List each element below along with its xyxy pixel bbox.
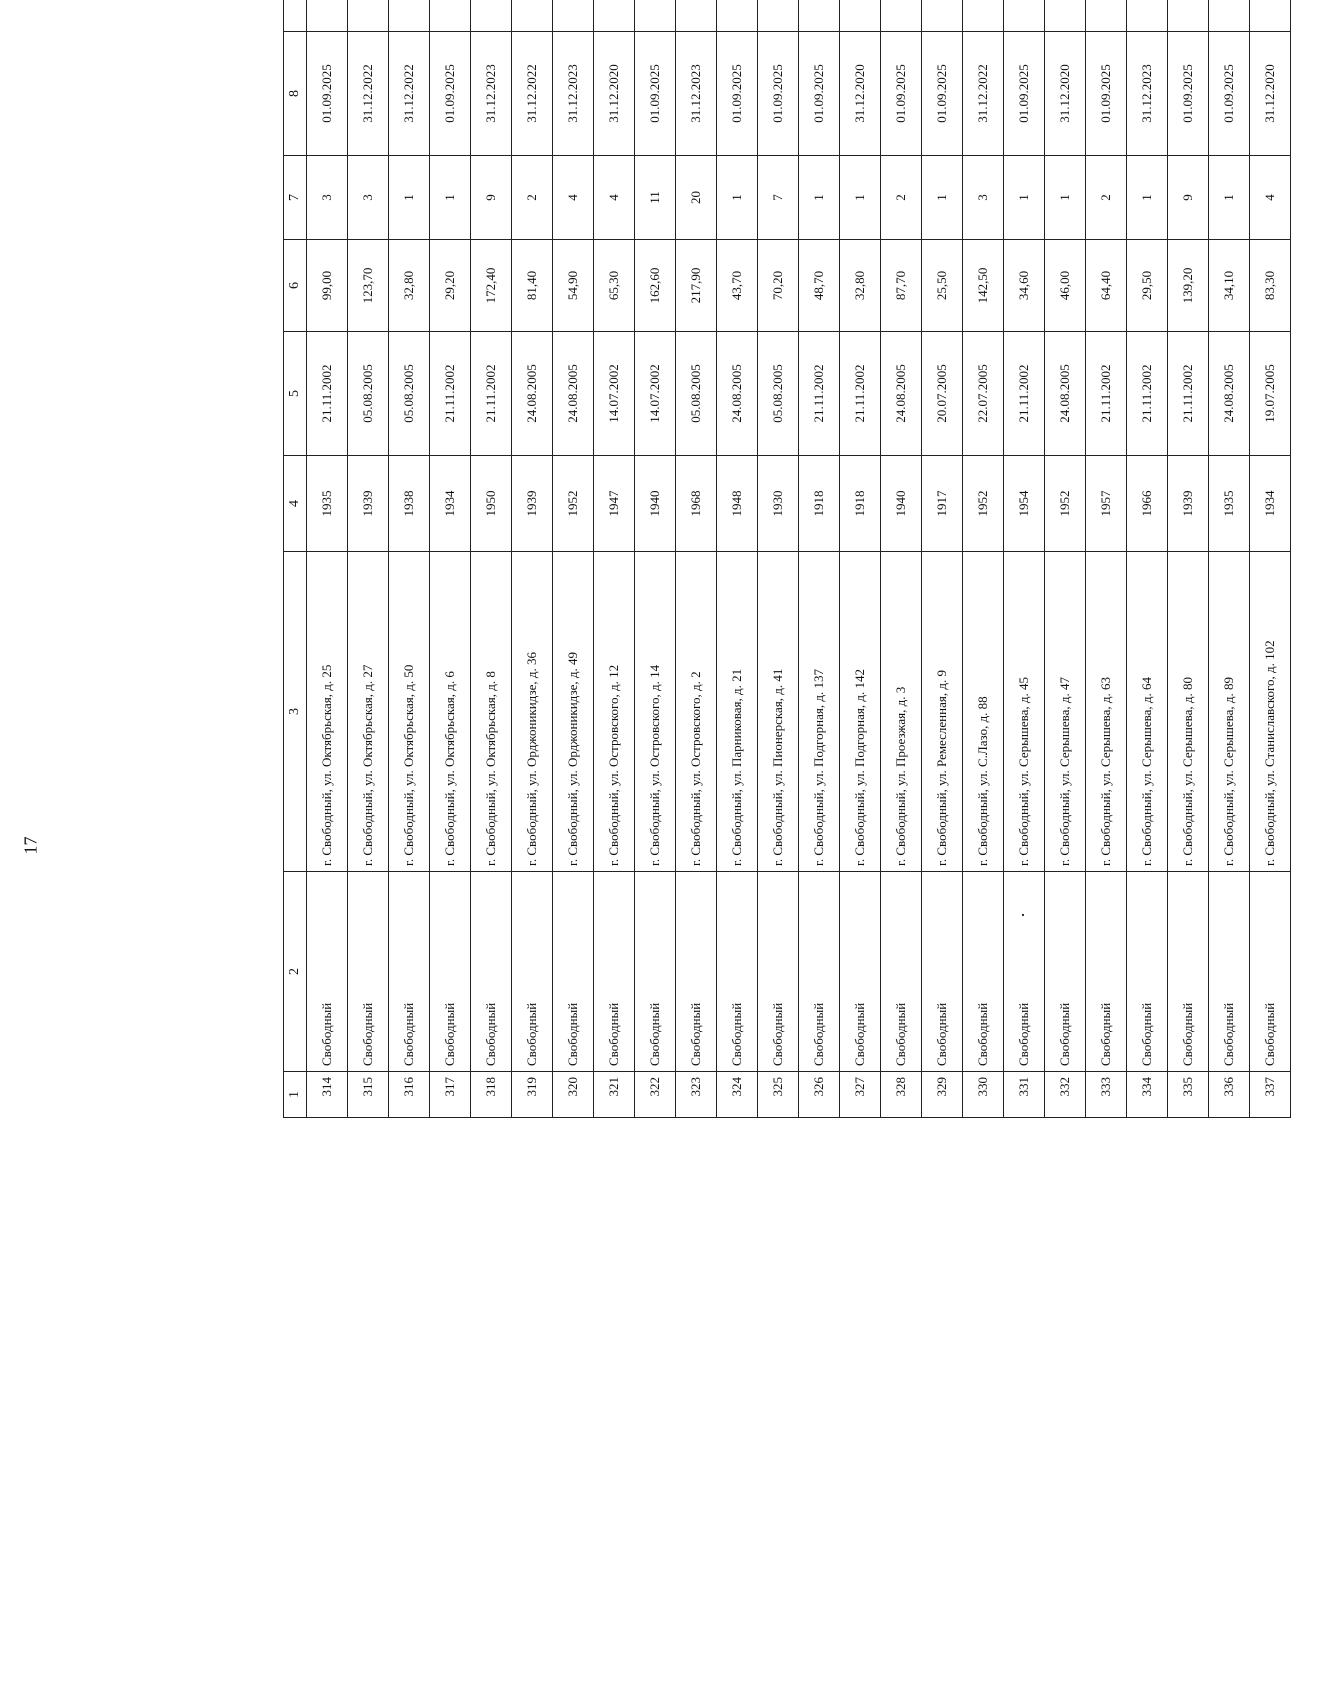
table-row xyxy=(307,0,348,1118)
deadline-cell: 31.12.2022 xyxy=(389,32,430,156)
land-area-cell xyxy=(840,0,881,32)
locality-cell: Свободный xyxy=(963,872,1004,1072)
land-area-cell xyxy=(553,0,594,32)
area-cell: 81,40 xyxy=(512,240,553,332)
area-cell: 83,30 xyxy=(1250,240,1291,332)
locality-cell: Свободный xyxy=(799,872,840,1072)
locality-cell: Свободный xyxy=(881,872,922,1072)
recognition-date-cell: 21.11.2002 xyxy=(1127,332,1168,456)
row-number-cell: 324 xyxy=(717,1072,758,1118)
deadline-cell: 31.12.2020 xyxy=(840,32,881,156)
year-built-cell: 1948 xyxy=(717,456,758,552)
deadline-cell: 01.09.2025 xyxy=(922,32,963,156)
area-cell: 64,40 xyxy=(1086,240,1127,332)
table-row xyxy=(348,0,389,1118)
year-built-cell: 1935 xyxy=(307,456,348,552)
area-cell: 172,40 xyxy=(471,240,512,332)
recognition-date-cell: 24.08.2005 xyxy=(1209,332,1250,456)
address-cell: г. Свободный, ул. Серышева, д. 89 xyxy=(1209,552,1250,872)
year-built-cell: 1934 xyxy=(430,456,471,552)
address-cell: г. Свободный, ул. Островского, д. 12 xyxy=(594,552,635,872)
address-cell: г. Свободный, ул. Октябрьская, д. 25 xyxy=(307,552,348,872)
row-number-cell: 336 xyxy=(1209,1072,1250,1118)
locality-cell: Свободный xyxy=(1250,872,1291,1072)
row-number-cell: 317 xyxy=(430,1072,471,1118)
address-cell: г. Свободный, ул. Подгорная, д. 137 xyxy=(799,552,840,872)
recognition-date-cell: 21.11.2002 xyxy=(1168,332,1209,456)
locality-cell: Свободный xyxy=(1004,872,1045,1072)
address-cell: г. Свободный, ул. Серышева, д. 80 xyxy=(1168,552,1209,872)
year-built-cell: 1940 xyxy=(635,456,676,552)
address-cell: г. Свободный, ул. Октябрьская, д. 50 xyxy=(389,552,430,872)
address-cell: г. Свободный, ул. Островского, д. 2 xyxy=(676,552,717,872)
row-number-cell: 335 xyxy=(1168,1072,1209,1118)
address-cell: г. Свободный, ул. Серышева, д. 64 xyxy=(1127,552,1168,872)
row-number-cell: 331 xyxy=(1004,1072,1045,1118)
row-number-cell: 329 xyxy=(922,1072,963,1118)
table-row xyxy=(1250,0,1291,1118)
area-cell: 32,80 xyxy=(389,240,430,332)
recognition-date-cell: 19.07.2005 xyxy=(1250,332,1291,456)
area-cell: 123,70 xyxy=(348,240,389,332)
column-number-header xyxy=(284,0,307,32)
residents-cell: 1 xyxy=(1045,156,1086,240)
area-cell: 65,30 xyxy=(594,240,635,332)
recognition-date-cell: 21.11.2002 xyxy=(1004,332,1045,456)
land-area-cell xyxy=(389,0,430,32)
row-number-cell: 325 xyxy=(758,1072,799,1118)
area-cell: 217,90 xyxy=(676,240,717,332)
residents-cell: 3 xyxy=(963,156,1004,240)
deadline-cell: 31.12.2022 xyxy=(512,32,553,156)
area-cell: 70,20 xyxy=(758,240,799,332)
residents-cell: 4 xyxy=(1250,156,1291,240)
table-row xyxy=(758,0,799,1118)
residents-cell: 3 xyxy=(307,156,348,240)
recognition-date-cell: 24.08.2005 xyxy=(717,332,758,456)
column-number-header: 3 xyxy=(284,552,307,872)
table-row xyxy=(1086,0,1127,1118)
land-area-cell xyxy=(922,0,963,32)
table-row xyxy=(512,0,553,1118)
land-area-cell xyxy=(758,0,799,32)
recognition-date-cell: 21.11.2002 xyxy=(1086,332,1127,456)
year-built-cell: 1939 xyxy=(512,456,553,552)
residents-cell: 1 xyxy=(1209,156,1250,240)
recognition-date-cell: 24.08.2005 xyxy=(1045,332,1086,456)
table-row xyxy=(430,0,471,1118)
address-cell: г. Свободный, ул. Станиславского, д. 102 xyxy=(1250,552,1291,872)
recognition-date-cell: 14.07.2002 xyxy=(594,332,635,456)
address-cell: г. Свободный, ул. Подгорная, д. 142 xyxy=(840,552,881,872)
land-area-cell xyxy=(963,0,1004,32)
year-built-cell: 1918 xyxy=(840,456,881,552)
row-number-cell: 337 xyxy=(1250,1072,1291,1118)
deadline-cell: 01.09.2025 xyxy=(1209,32,1250,156)
land-area-cell xyxy=(1127,0,1168,32)
year-built-cell: 1952 xyxy=(553,456,594,552)
land-area-cell xyxy=(676,0,717,32)
residents-cell: 1 xyxy=(389,156,430,240)
deadline-cell: 01.09.2025 xyxy=(1086,32,1127,156)
recognition-date-cell: 21.11.2002 xyxy=(840,332,881,456)
area-cell: 142,50 xyxy=(963,240,1004,332)
locality-cell: Свободный xyxy=(512,872,553,1072)
year-built-cell: 1938 xyxy=(389,456,430,552)
locality-cell: Свободный xyxy=(717,872,758,1072)
land-area-cell xyxy=(1086,0,1127,32)
row-number-cell: 322 xyxy=(635,1072,676,1118)
table-row xyxy=(717,0,758,1118)
locality-cell: Свободный xyxy=(307,872,348,1072)
row-number-cell: 320 xyxy=(553,1072,594,1118)
locality-cell: Свободный xyxy=(1045,872,1086,1072)
deadline-cell: 01.09.2025 xyxy=(717,32,758,156)
area-cell: 54,90 xyxy=(553,240,594,332)
deadline-cell: 31.12.2020 xyxy=(594,32,635,156)
area-cell: 32,80 xyxy=(840,240,881,332)
area-cell: 99,00 xyxy=(307,240,348,332)
residents-cell: 4 xyxy=(553,156,594,240)
address-cell: г. Свободный, ул. Октябрьская, д. 8 xyxy=(471,552,512,872)
recognition-date-cell: 14.07.2002 xyxy=(635,332,676,456)
column-number-header: 2 xyxy=(284,872,307,1072)
recognition-date-cell: 21.11.2002 xyxy=(430,332,471,456)
residents-cell: 1 xyxy=(922,156,963,240)
locality-cell: Свободный xyxy=(922,872,963,1072)
table-row xyxy=(1209,0,1250,1118)
deadline-cell: 31.12.2022 xyxy=(348,32,389,156)
residents-cell: 9 xyxy=(1168,156,1209,240)
table-row xyxy=(676,0,717,1118)
locality-cell: Свободный xyxy=(840,872,881,1072)
year-built-cell: 1918 xyxy=(799,456,840,552)
table-row xyxy=(1127,0,1168,1118)
table-row xyxy=(594,0,635,1118)
deadline-cell: 01.09.2025 xyxy=(430,32,471,156)
table-row xyxy=(1004,0,1045,1118)
residents-cell: 4 xyxy=(594,156,635,240)
row-number-cell: 328 xyxy=(881,1072,922,1118)
residents-cell: 1 xyxy=(1127,156,1168,240)
deadline-cell: 01.09.2025 xyxy=(1168,32,1209,156)
column-number-header: 5 xyxy=(284,332,307,456)
column-number-row xyxy=(284,0,307,1118)
page-number: 17 xyxy=(20,836,41,855)
residents-cell: 11 xyxy=(635,156,676,240)
row-number-cell: 321 xyxy=(594,1072,635,1118)
area-cell: 139,20 xyxy=(1168,240,1209,332)
locality-cell: Свободный xyxy=(389,872,430,1072)
row-number-cell: 334 xyxy=(1127,1072,1168,1118)
table-row xyxy=(1045,0,1086,1118)
locality-cell: Свободный xyxy=(758,872,799,1072)
area-cell: 29,50 xyxy=(1127,240,1168,332)
area-cell: 87,70 xyxy=(881,240,922,332)
year-built-cell: 1939 xyxy=(1168,456,1209,552)
recognition-date-cell: 05.08.2005 xyxy=(348,332,389,456)
residents-cell: 1 xyxy=(799,156,840,240)
housing-table xyxy=(283,0,1291,1118)
recognition-date-cell: 24.08.2005 xyxy=(512,332,553,456)
address-cell: г. Свободный, ул. Октябрьская, д. 27 xyxy=(348,552,389,872)
recognition-date-cell: 21.11.2002 xyxy=(471,332,512,456)
land-area-cell xyxy=(512,0,553,32)
locality-cell: Свободный xyxy=(635,872,676,1072)
land-area-cell xyxy=(471,0,512,32)
deadline-cell: 01.09.2025 xyxy=(758,32,799,156)
locality-cell: Свободный xyxy=(1127,872,1168,1072)
row-number-cell: 333 xyxy=(1086,1072,1127,1118)
table-row xyxy=(799,0,840,1118)
area-cell: 34,60 xyxy=(1004,240,1045,332)
locality-cell: Свободный xyxy=(348,872,389,1072)
row-number-cell: 319 xyxy=(512,1072,553,1118)
residents-cell: 9 xyxy=(471,156,512,240)
column-number-header: 7 xyxy=(284,156,307,240)
table-row xyxy=(963,0,1004,1118)
residents-cell: 2 xyxy=(881,156,922,240)
column-number-header: 4 xyxy=(284,456,307,552)
recognition-date-cell: 21.11.2002 xyxy=(307,332,348,456)
land-area-cell xyxy=(881,0,922,32)
recognition-date-cell: 05.08.2005 xyxy=(758,332,799,456)
year-built-cell: 1954 xyxy=(1004,456,1045,552)
area-cell: 34,10 xyxy=(1209,240,1250,332)
locality-cell: Свободный xyxy=(1209,872,1250,1072)
row-number-cell: 330 xyxy=(963,1072,1004,1118)
land-area-cell xyxy=(1250,0,1291,32)
land-area-cell xyxy=(799,0,840,32)
address-cell: г. Свободный, ул. Проезжая, д. 3 xyxy=(881,552,922,872)
deadline-cell: 31.12.2023 xyxy=(471,32,512,156)
column-number-header: 1 xyxy=(284,1072,307,1118)
row-number-cell: 323 xyxy=(676,1072,717,1118)
recognition-date-cell: 20.07.2005 xyxy=(922,332,963,456)
rotated-table-sheet xyxy=(283,0,1339,1118)
year-built-cell: 1950 xyxy=(471,456,512,552)
land-area-cell xyxy=(1168,0,1209,32)
address-cell: г. Свободный, ул. Серышева, д. 45 xyxy=(1004,552,1045,872)
year-built-cell: 1952 xyxy=(963,456,1004,552)
row-number-cell: 326 xyxy=(799,1072,840,1118)
address-cell: г. Свободный, ул. Орджоникидзе, д. 36 xyxy=(512,552,553,872)
land-area-cell xyxy=(594,0,635,32)
deadline-cell: 01.09.2025 xyxy=(881,32,922,156)
deadline-cell: 31.12.2023 xyxy=(676,32,717,156)
area-cell: 43,70 xyxy=(717,240,758,332)
year-built-cell: 1947 xyxy=(594,456,635,552)
row-number-cell: 318 xyxy=(471,1072,512,1118)
area-cell: 46,00 xyxy=(1045,240,1086,332)
land-area-cell xyxy=(1004,0,1045,32)
year-built-cell: 1917 xyxy=(922,456,963,552)
address-cell: г. Свободный, ул. Пионерская, д. 41 xyxy=(758,552,799,872)
locality-cell: Свободный xyxy=(1168,872,1209,1072)
recognition-date-cell: 05.08.2005 xyxy=(389,332,430,456)
table-body xyxy=(307,0,1291,1118)
recognition-date-cell: 05.08.2005 xyxy=(676,332,717,456)
address-cell: г. Свободный, ул. Островского, д. 14 xyxy=(635,552,676,872)
residents-cell: 2 xyxy=(1086,156,1127,240)
land-area-cell xyxy=(1045,0,1086,32)
recognition-date-cell: 24.08.2005 xyxy=(881,332,922,456)
land-area-cell xyxy=(717,0,758,32)
year-built-cell: 1935 xyxy=(1209,456,1250,552)
deadline-cell: 31.12.2023 xyxy=(1127,32,1168,156)
deadline-cell: 01.09.2025 xyxy=(799,32,840,156)
land-area-cell xyxy=(348,0,389,32)
column-number-header: 8 xyxy=(284,32,307,156)
land-area-cell xyxy=(307,0,348,32)
residents-cell: 20 xyxy=(676,156,717,240)
locality-cell: Свободный xyxy=(676,872,717,1072)
table-row xyxy=(922,0,963,1118)
land-area-cell xyxy=(430,0,471,32)
locality-cell: Свободный xyxy=(1086,872,1127,1072)
land-area-cell xyxy=(635,0,676,32)
locality-cell: Свободный xyxy=(471,872,512,1072)
year-built-cell: 1966 xyxy=(1127,456,1168,552)
year-built-cell: 1939 xyxy=(348,456,389,552)
locality-cell: Свободный xyxy=(430,872,471,1072)
table-row xyxy=(1168,0,1209,1118)
area-cell: 29,20 xyxy=(430,240,471,332)
locality-cell: Свободный xyxy=(553,872,594,1072)
year-built-cell: 1952 xyxy=(1045,456,1086,552)
year-built-cell: 1940 xyxy=(881,456,922,552)
area-cell: 162,60 xyxy=(635,240,676,332)
row-number-cell: 327 xyxy=(840,1072,881,1118)
table-row xyxy=(471,0,512,1118)
address-cell: г. Свободный, ул. Орджоникидзе, д. 49 xyxy=(553,552,594,872)
table-row xyxy=(840,0,881,1118)
deadline-cell: 01.09.2025 xyxy=(1004,32,1045,156)
deadline-cell: 31.12.2023 xyxy=(553,32,594,156)
residents-cell: 1 xyxy=(430,156,471,240)
deadline-cell: 01.09.2025 xyxy=(307,32,348,156)
address-cell: г. Свободный, ул. Серышева, д. 47 xyxy=(1045,552,1086,872)
address-cell: г. Свободный, ул. Октябрьская, д. 6 xyxy=(430,552,471,872)
year-built-cell: 1957 xyxy=(1086,456,1127,552)
residents-cell: 1 xyxy=(840,156,881,240)
address-cell: г. Свободный, ул. Парниковая, д. 21 xyxy=(717,552,758,872)
land-area-cell xyxy=(1209,0,1250,32)
column-number-header: 6 xyxy=(284,240,307,332)
residents-cell: 1 xyxy=(717,156,758,240)
address-cell: г. Свободный, ул. С.Лазо, д. 88 xyxy=(963,552,1004,872)
recognition-date-cell: 24.08.2005 xyxy=(553,332,594,456)
table-row xyxy=(389,0,430,1118)
residents-cell: 3 xyxy=(348,156,389,240)
row-number-cell: 314 xyxy=(307,1072,348,1118)
row-number-cell: 315 xyxy=(348,1072,389,1118)
residents-cell: 2 xyxy=(512,156,553,240)
row-number-cell: 332 xyxy=(1045,1072,1086,1118)
address-cell: г. Свободный, ул. Ремесленная, д. 9 xyxy=(922,552,963,872)
residents-cell: 1 xyxy=(1004,156,1045,240)
recognition-date-cell: 21.11.2002 xyxy=(799,332,840,456)
table-row xyxy=(635,0,676,1118)
locality-cell: Свободный xyxy=(594,872,635,1072)
area-cell: 48,70 xyxy=(799,240,840,332)
area-cell: 25,50 xyxy=(922,240,963,332)
year-built-cell: 1968 xyxy=(676,456,717,552)
deadline-cell: 31.12.2022 xyxy=(963,32,1004,156)
table-row xyxy=(553,0,594,1118)
residents-cell: 7 xyxy=(758,156,799,240)
deadline-cell: 31.12.2020 xyxy=(1045,32,1086,156)
deadline-cell: 01.09.2025 xyxy=(635,32,676,156)
row-number-cell: 316 xyxy=(389,1072,430,1118)
recognition-date-cell: 22.07.2005 xyxy=(963,332,1004,456)
year-built-cell: 1934 xyxy=(1250,456,1291,552)
table-row xyxy=(881,0,922,1118)
deadline-cell: 31.12.2020 xyxy=(1250,32,1291,156)
address-cell: г. Свободный, ул. Серышева, д. 63 xyxy=(1086,552,1127,872)
year-built-cell: 1930 xyxy=(758,456,799,552)
